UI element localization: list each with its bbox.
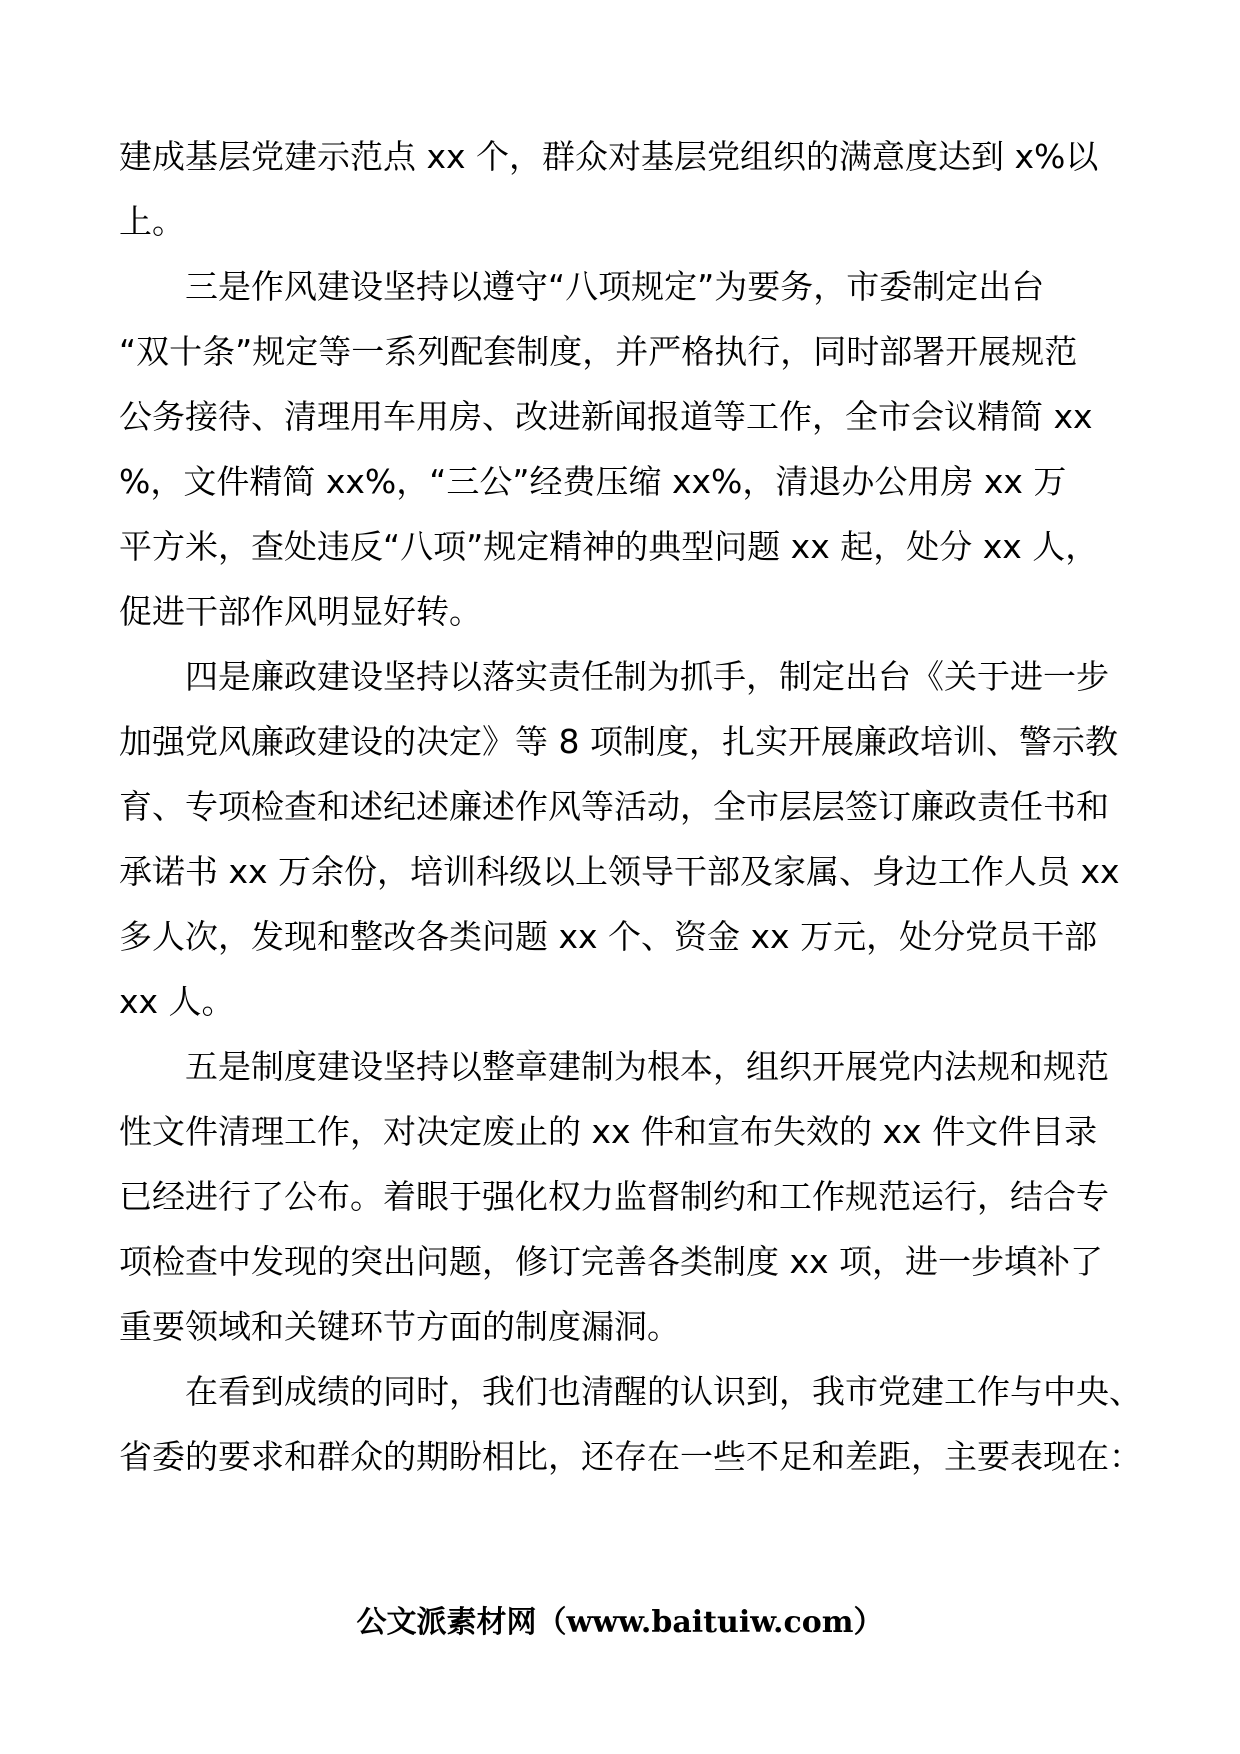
footer-watermark-text: 公文派素材网（www.baituiw.com） — [356, 1605, 884, 1640]
paragraph-5 — [119, 1359, 1142, 1489]
text-line: 促进干部作风明显好转。 — [119, 592, 482, 631]
text-line: 平方米，查处违反“八项”规定精神的典型问题 xx 起，处分 xx 人， — [119, 527, 1099, 566]
text-line: 省委的要求和群众的期盼相比，还存在一些不足和差距，主要表现在： — [119, 1437, 1142, 1476]
paragraph-1 — [119, 124, 1121, 254]
text-line: 性文件清理工作，对决定废止的 xx 件和宣布失效的 xx 件文件目录 — [119, 1112, 1098, 1151]
text-line: 上。 — [119, 202, 185, 241]
paragraph-2 — [119, 254, 1121, 644]
text-line: %，文件精简 xx%，“三公”经费压缩 xx%，清退办公用房 xx 万 — [119, 462, 1067, 501]
text-line: 项检查中发现的突出问题，修订完善各类制度 xx 项，进一步填补了 — [119, 1242, 1104, 1281]
text-line: 四是廉政建设坚持以落实责任制为抓手，制定出台《关于进一步 — [185, 657, 1109, 696]
text-line: 三是作风建设坚持以遵守“八项规定”为要务，市委制定出台 — [185, 267, 1045, 306]
text-line: 已经进行了公布。着眼于强化权力监督制约和工作规范运行，结合专 — [119, 1177, 1109, 1216]
document-body — [119, 124, 1142, 1489]
text-line: “双十条”规定等一系列配套制度，并严格执行，同时部署开展规范 — [119, 332, 1078, 371]
text-line: 承诺书 xx 万余份，培训科级以上领导干部及家属、身边工作人员 xx — [119, 852, 1120, 891]
text-line: 五是制度建设坚持以整章建制为根本，组织开展党内法规和规范 — [185, 1047, 1109, 1086]
text-line: 多人次，发现和整改各类问题 xx 个、资金 xx 万元，处分党员干部 — [119, 917, 1098, 956]
text-line: 在看到成绩的同时，我们也清醒的认识到，我市党建工作与中央、 — [185, 1372, 1142, 1411]
paragraph-3 — [119, 644, 1121, 1034]
text-line: 育、专项检查和述纪述廉述作风等活动，全市层层签订廉政责任书和 — [119, 787, 1109, 826]
text-line: 重要领域和关键环节方面的制度漏洞。 — [119, 1307, 680, 1346]
text-line: xx 人。 — [119, 982, 235, 1021]
text-line: 建成基层党建示范点 xx 个，群众对基层党组织的满意度达到 x%以 — [119, 137, 1099, 176]
text-line: 加强党风廉政建设的决定》等 8 项制度，扎实开展廉政培训、警示教 — [119, 722, 1118, 761]
paragraph-4 — [119, 1034, 1121, 1359]
text-line: 公务接待、清理用车用房、改进新闻报道等工作，全市会议精简 xx — [119, 397, 1093, 436]
